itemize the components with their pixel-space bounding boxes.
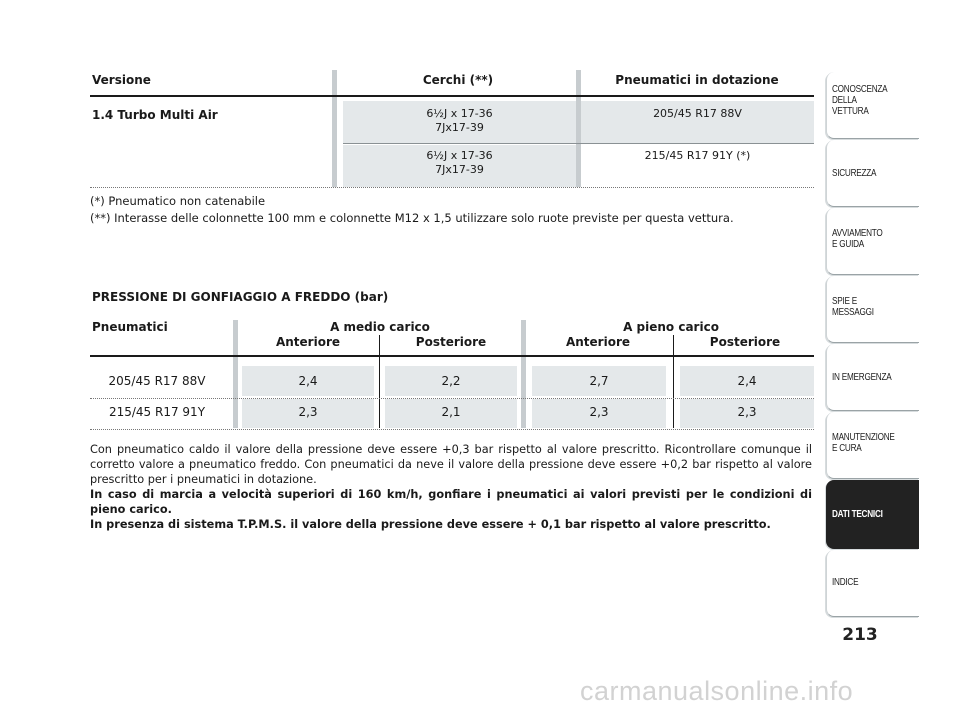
- tab-dati-tecnici[interactable]: [826, 480, 919, 549]
- tab-in-emergenza[interactable]: [826, 344, 919, 411]
- footnote-2: (**) Interasse delle colonnette 100 mm e colonnette M12 x 1,5 utilizzare solo ruote previste per questa vettura.: [90, 211, 734, 225]
- pressure-full-front: 2,3: [589, 405, 609, 419]
- table-bottom-rule: [90, 429, 814, 430]
- tab-avviamento-e-guida[interactable]: [826, 208, 919, 275]
- column-divider: [521, 320, 526, 428]
- tab-label: DATI TECNICI: [832, 509, 883, 520]
- tab-label: INDICE: [832, 577, 859, 588]
- tab-indice[interactable]: [826, 550, 919, 617]
- rim-value: 6½J x 17-36 7Jx17-39: [426, 149, 493, 176]
- col-header-tyres: Pneumatici in dotazione: [615, 73, 779, 87]
- row-separator: [343, 143, 814, 144]
- col-header-rims: Cerchi (**): [422, 73, 494, 87]
- tab-label: SICUREZZA: [832, 168, 877, 179]
- warning-high-speed: In caso di marcia a velocità superiori di 160 km/h, gonfiare i pneumatici ai valori previsti per le condizioni di pieno carico.: [90, 488, 812, 516]
- tyre-label: 215/45 R17 91Y: [108, 405, 206, 419]
- tab-label: CONOSCENZA DELLA VETTURA: [832, 84, 888, 117]
- tab-conoscenza-della-vettura[interactable]: [826, 72, 919, 139]
- tyre-label: 205/45 R17 88V: [108, 374, 206, 388]
- pressure-mid-front: 2,4: [298, 374, 318, 388]
- tab-spie-e-messaggi[interactable]: [826, 276, 919, 343]
- col-header-tyres: Pneumatici: [92, 320, 168, 334]
- sub-divider: [673, 335, 674, 428]
- tab-sicurezza[interactable]: [826, 140, 919, 207]
- footnote-1: (*) Pneumatico non catenabile: [90, 194, 266, 208]
- column-divider: [233, 320, 238, 428]
- pressure-mid-rear: 2,1: [441, 405, 461, 419]
- version-name: 1.4 Turbo Multi Air: [92, 108, 218, 122]
- col-header-full-rear: Posteriore: [709, 335, 781, 349]
- pressure-full-rear: 2,4: [737, 374, 757, 388]
- pressure-full-rear: 2,3: [737, 405, 757, 419]
- sub-divider: [379, 335, 380, 428]
- rim-value: 6½J x 17-36 7Jx17-39: [426, 107, 493, 134]
- column-divider: [332, 70, 337, 187]
- tab-label: IN EMERGENZA: [832, 372, 892, 383]
- note-paragraph: Con pneumatico caldo il valore della pressione deve essere +0,3 bar rispetto al valore prescritto. Ricontrollare comunque il corretto valore a pneumatico freddo. Con pneumatici da neve il valore della pressione deve essere +0,2 bar rispetto al valore prescritto per i pneumatici in dotazione.: [90, 443, 812, 486]
- warning-tpms: In presenza di sistema T.P.M.S. il valore della pressione deve essere + 0,1 bar rispetto al valore prescritto.: [90, 518, 771, 531]
- pressure-mid-front: 2,3: [298, 405, 318, 419]
- watermark: carmanualsonline.info: [580, 676, 854, 706]
- page-number: 213: [842, 625, 878, 645]
- col-header-medium-load: A medio carico: [330, 320, 430, 334]
- tab-label: MANUTENZIONE E CURA: [832, 432, 895, 454]
- tyre-value: 215/45 R17 91Y (*): [644, 149, 751, 162]
- pressure-full-front: 2,7: [589, 374, 609, 388]
- tab-label: AVVIAMENTO E GUIDA: [832, 228, 883, 250]
- tab-label: SPIE E MESSAGGI: [832, 296, 874, 318]
- table-bottom-rule: [90, 187, 814, 188]
- tab-manutenzione-e-cura[interactable]: [826, 412, 919, 479]
- col-header-mid-rear: Posteriore: [415, 335, 487, 349]
- pressure-notes: [90, 442, 812, 532]
- col-header-version: Versione: [92, 73, 151, 87]
- col-header-full-load: A pieno carico: [623, 320, 719, 334]
- pressure-mid-rear: 2,2: [441, 374, 461, 388]
- col-header-mid-front: Anteriore: [275, 335, 341, 349]
- section-title: PRESSIONE DI GONFIAGGIO A FREDDO (bar): [92, 290, 389, 304]
- header-rule: [90, 355, 814, 357]
- tyre-value: 205/45 R17 88V: [653, 107, 742, 120]
- header-rule: [90, 95, 814, 97]
- col-header-full-front: Anteriore: [565, 335, 631, 349]
